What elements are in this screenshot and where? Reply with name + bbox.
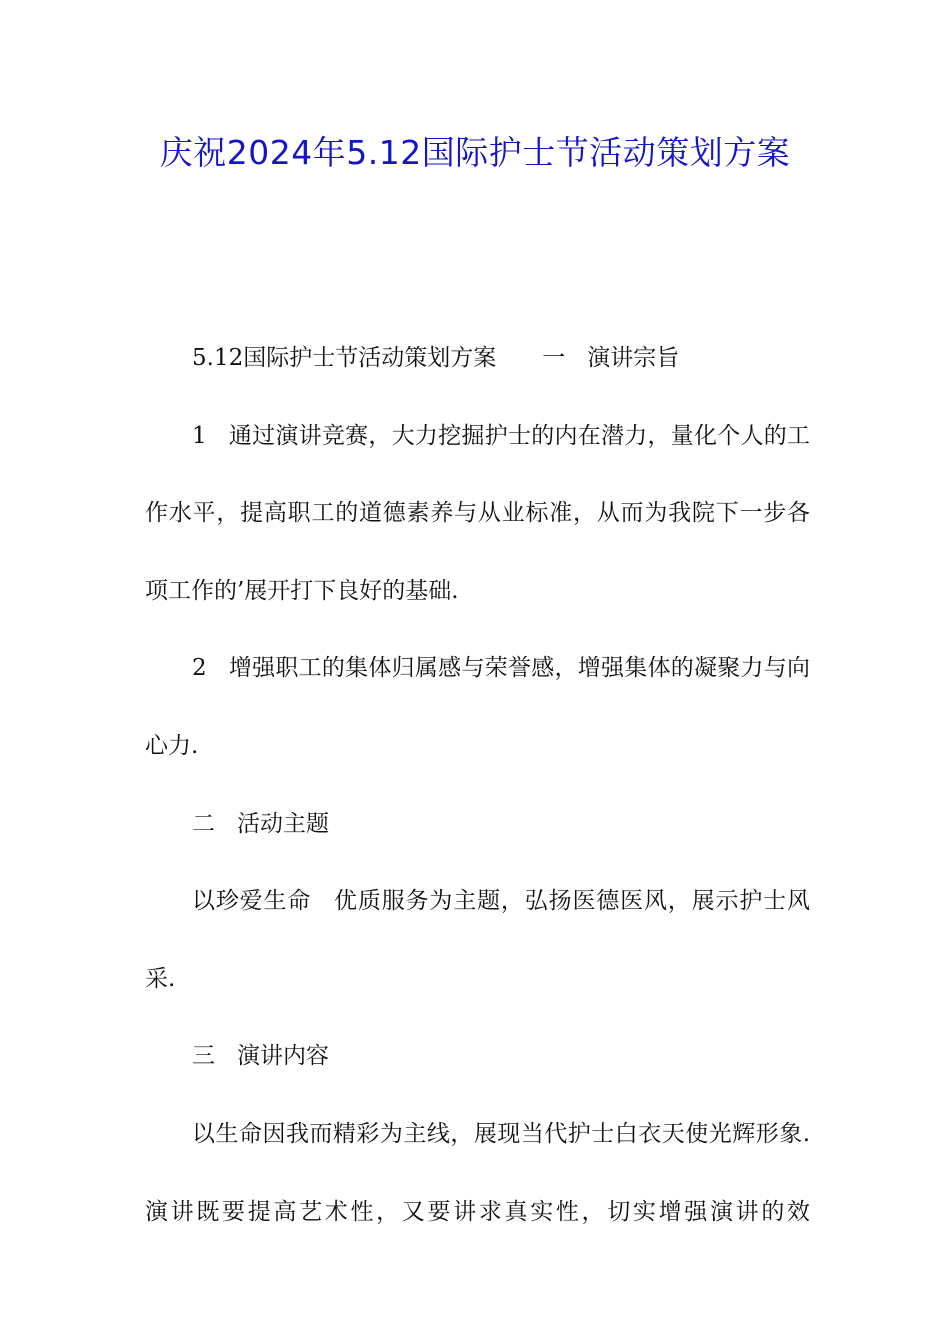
section-heading-purpose: 演讲宗旨	[587, 345, 680, 371]
content-text: 以生命因我而精彩为主线，展现当代护士白衣天使光辉形象.演讲既要提高艺术性，又要讲求真实性，切实增强演讲的效	[145, 1120, 810, 1225]
theme-text-b: 优质服务为主题，弘扬医德医风，展示护士风采.	[145, 888, 811, 992]
item-text-1: 通过演讲竞赛，大力挖掘护士的内在潜力，量化个人的工作水平，提高职工的道德素养与从业标准，从而为我院下一步各项工作的’展开打下良好的基础.	[145, 422, 810, 604]
section-heading-content: 演讲内容	[237, 1043, 329, 1070]
item-text-2: 增强职工的集体归属感与荣誉感，增强集体的凝聚力与向心力.	[145, 655, 810, 759]
section-number-3: 三	[192, 1043, 215, 1070]
paragraph-content-heading	[145, 1018, 810, 1096]
plan-name: 5.12国际护士节活动策划方案	[192, 345, 497, 371]
paragraph-purpose-1	[145, 398, 810, 631]
paragraph-content	[145, 1096, 810, 1251]
section-number-1: 一	[542, 345, 566, 371]
paragraph-theme	[145, 863, 810, 1018]
document-body	[145, 320, 810, 1251]
section-number-2: 二	[192, 810, 215, 837]
document-title: 庆祝2024年5.12国际护士节活动策划方案	[159, 133, 791, 172]
paragraph-plan-intro	[145, 320, 810, 398]
item-number-2: 2	[192, 655, 207, 682]
paragraph-theme-heading	[145, 786, 810, 864]
section-heading-theme: 活动主题	[237, 810, 329, 837]
paragraph-purpose-2	[145, 630, 810, 785]
item-number-1: 1	[192, 422, 207, 449]
theme-text-a: 以珍爱生命	[192, 888, 312, 915]
